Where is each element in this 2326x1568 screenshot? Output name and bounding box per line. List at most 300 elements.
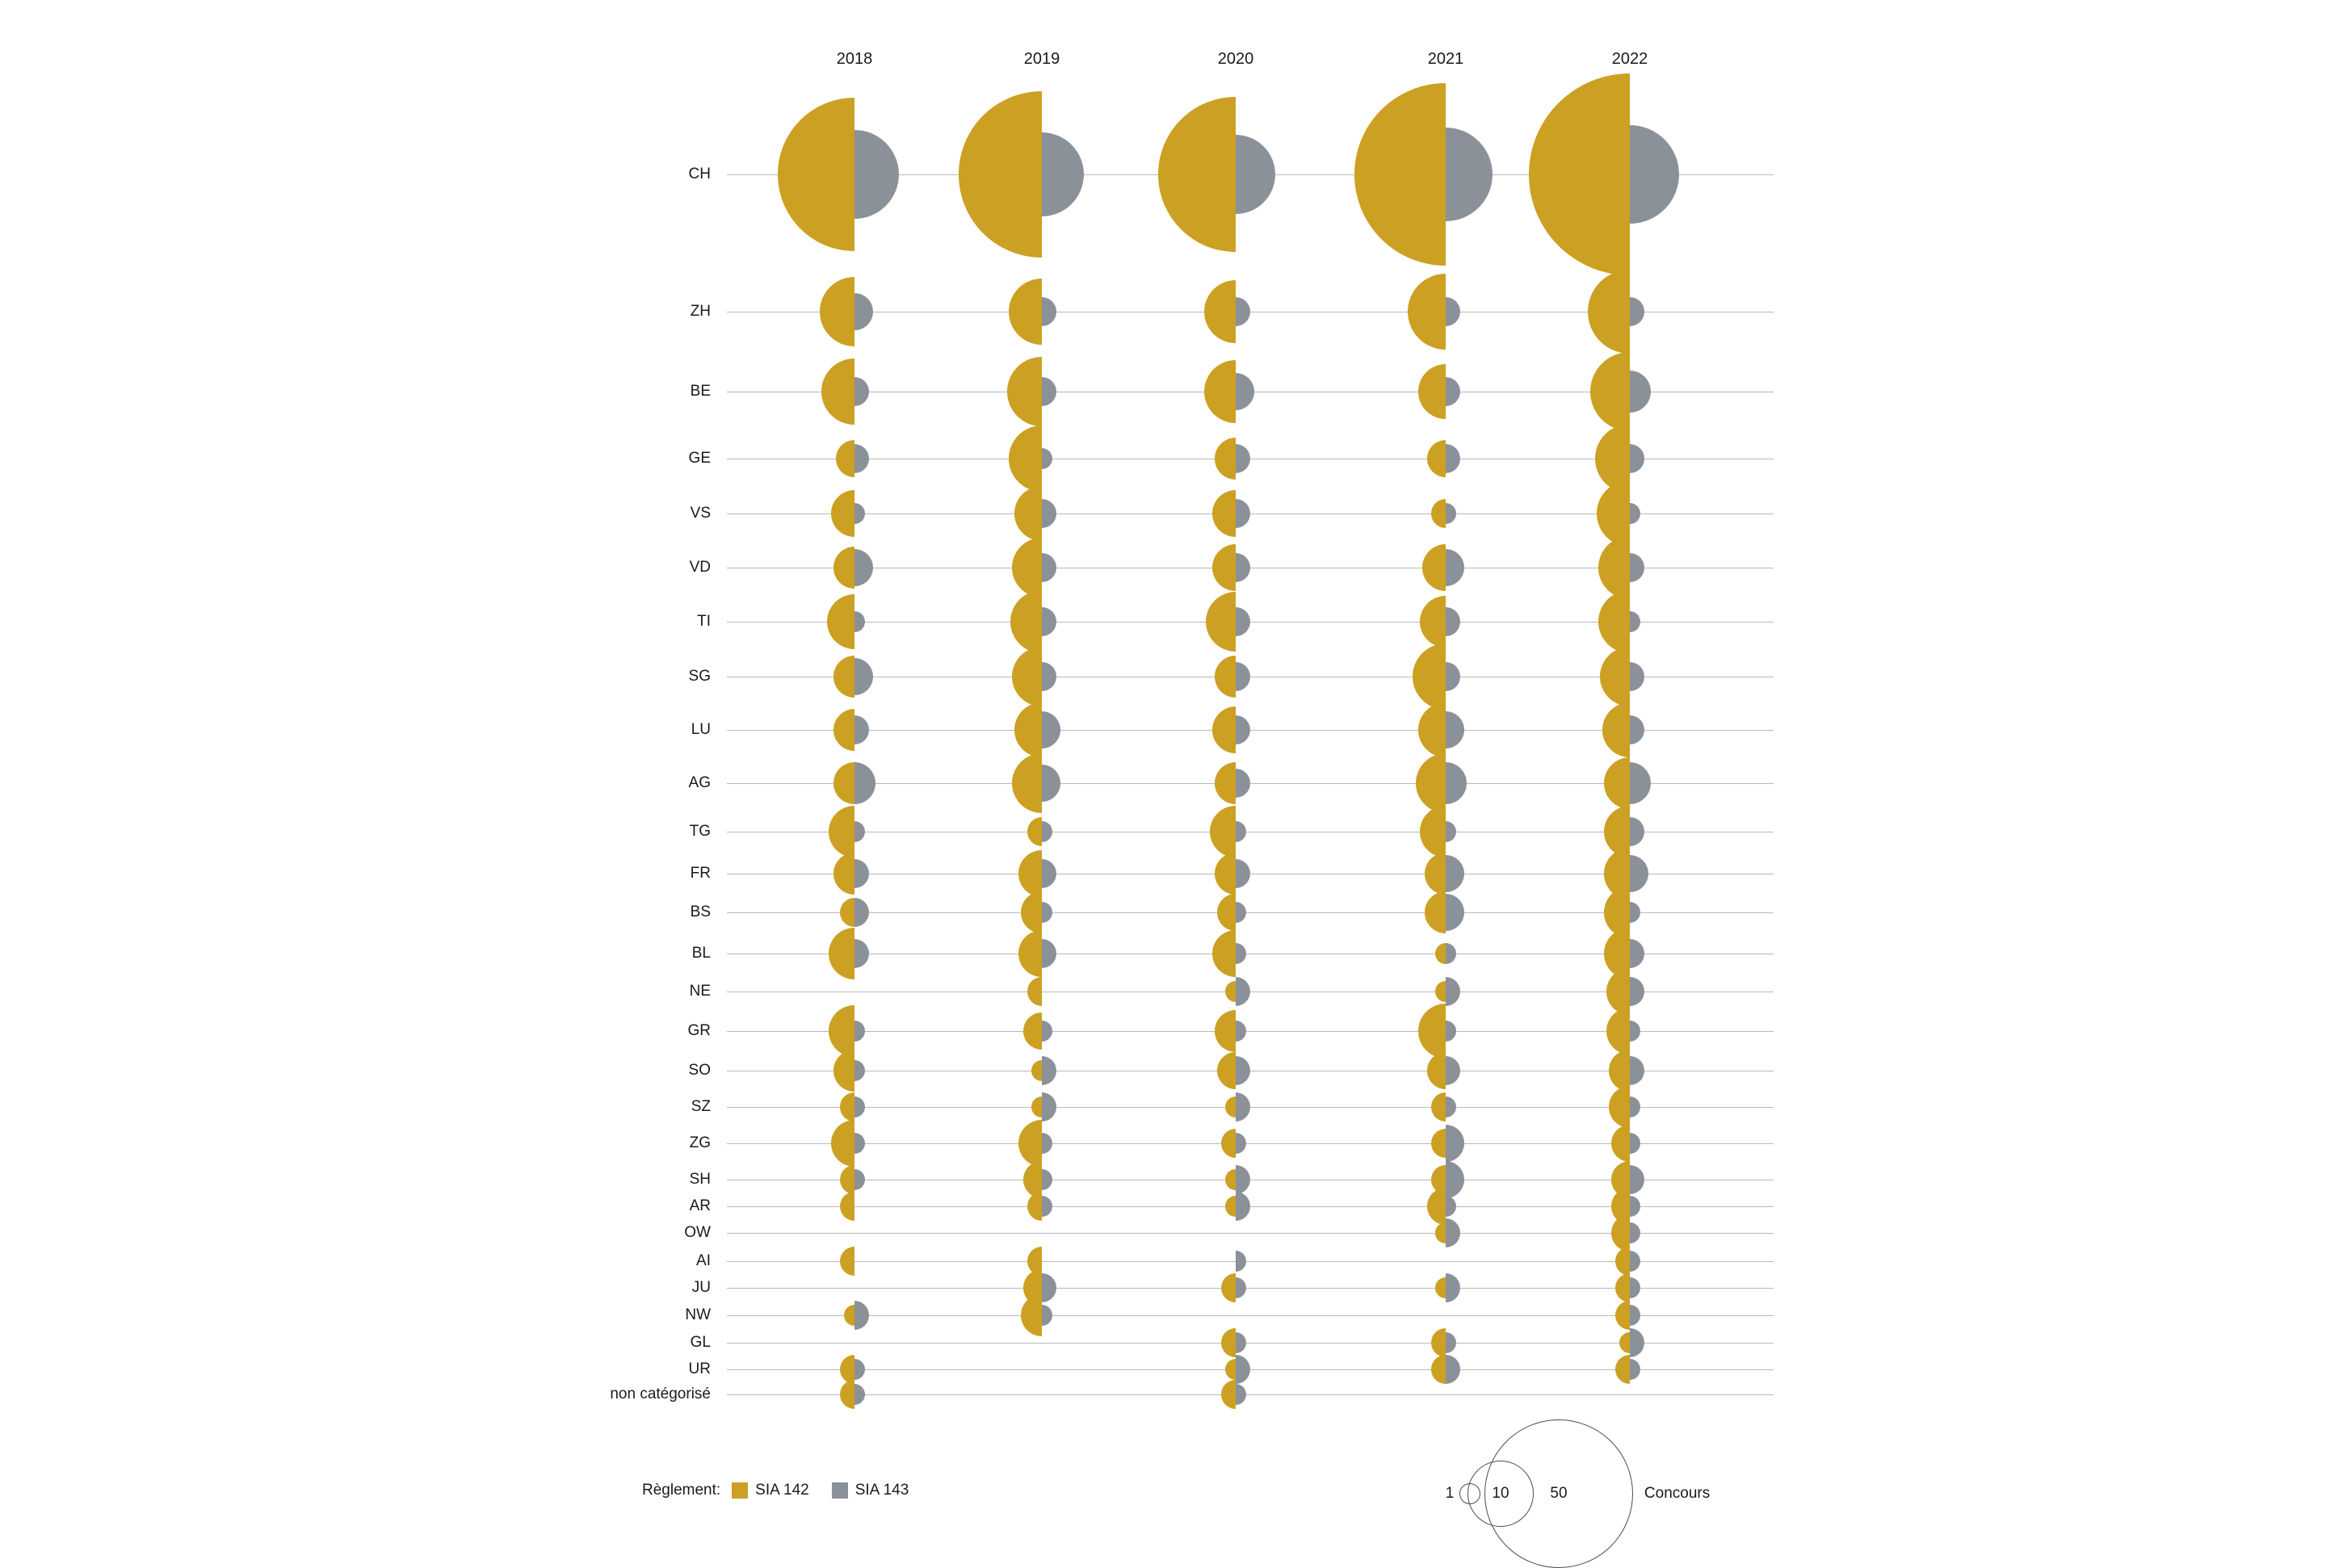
bubble-half-sia142 xyxy=(1204,280,1236,343)
bubble-half-shape xyxy=(1431,499,1446,529)
year-header-2018: 2018 xyxy=(836,50,873,68)
bubble-half-sia143 xyxy=(854,821,865,842)
year-header-2021: 2021 xyxy=(1427,50,1464,68)
bubble-half-shape xyxy=(1236,297,1250,327)
bubble-half-sia142 xyxy=(1413,644,1446,710)
bubble-half-shape xyxy=(1630,503,1640,524)
bubble-half-shape xyxy=(1630,611,1640,632)
bubble-half-shape xyxy=(829,806,854,857)
bubble-half-shape xyxy=(1225,1359,1236,1380)
bubble-half-sia142 xyxy=(1215,762,1236,804)
bubble-half-sia142 xyxy=(1602,702,1630,758)
bubble-half-shape xyxy=(854,1301,869,1331)
bubble-half-shape xyxy=(1042,821,1052,842)
bubble-half-shape xyxy=(836,440,854,476)
bubble-half-sia143 xyxy=(1042,297,1056,327)
bubble-half-shape xyxy=(1446,711,1464,748)
bubble-half-sia142 xyxy=(1221,1273,1236,1303)
bubble-half-sia142 xyxy=(1529,73,1630,275)
legend-item-sia-142[interactable] xyxy=(732,1482,809,1499)
legend-label: SIA 143 xyxy=(854,1482,909,1499)
row-label-sh: SH xyxy=(689,1171,711,1188)
bubble-half-shape xyxy=(1446,1332,1456,1353)
bubble-half-shape xyxy=(833,709,854,751)
bubble-half-sia142 xyxy=(1204,360,1236,423)
bubble-half-shape xyxy=(1630,1359,1640,1380)
bubble-half-shape xyxy=(827,594,854,650)
bubble-half-shape xyxy=(1420,806,1446,857)
bubble-half-sia143 xyxy=(1042,821,1052,842)
bubble-half-shape xyxy=(1236,1277,1246,1298)
bubble-half-sia143 xyxy=(1042,662,1056,692)
bubble-half-sia142 xyxy=(1431,1328,1446,1358)
bubble-half-shape xyxy=(1217,894,1236,930)
bubble-half-shape xyxy=(1221,1273,1236,1303)
bubble-half-sia142 xyxy=(1588,270,1630,354)
bubble-half-sia143 xyxy=(1630,817,1644,847)
bubble-half-shape xyxy=(1042,1021,1052,1042)
size-legend-label-1: 1 xyxy=(1445,1485,1455,1502)
bubble-half-shape xyxy=(1630,1196,1640,1217)
bubble-half-sia143 xyxy=(1630,1096,1640,1117)
bubble-half-shape xyxy=(1225,1169,1236,1190)
bubble-half-shape xyxy=(1009,426,1042,492)
bubble-half-sia143 xyxy=(1630,1021,1640,1042)
bubble-half-sia143 xyxy=(1236,607,1250,637)
bubble-half-shape xyxy=(1588,270,1630,354)
bubble-half-sia143 xyxy=(1446,1355,1460,1385)
bubble-half-shape xyxy=(1042,662,1056,692)
bubble-half-sia143 xyxy=(1630,444,1644,474)
bubble-half-sia143 xyxy=(854,1096,865,1117)
bubble-half-shape xyxy=(1042,297,1056,327)
bubble-half-shape xyxy=(1630,817,1644,847)
bubble-half-sia142 xyxy=(1225,1196,1236,1217)
bubble-half-sia143 xyxy=(1236,553,1250,583)
bubble-half-shape xyxy=(1602,702,1630,758)
bubble-half-sia143 xyxy=(1630,1133,1640,1154)
bubble-half-sia142 xyxy=(831,490,854,537)
bubble-half-sia143 xyxy=(1630,715,1644,745)
bubble-half-shape xyxy=(854,549,873,585)
bubble-half-sia143 xyxy=(1630,1165,1644,1195)
bubble-half-sia142 xyxy=(1206,592,1236,652)
bubble-half-sia143 xyxy=(1630,1056,1644,1086)
bubble-half-shape xyxy=(1042,939,1056,969)
bubble-half-shape xyxy=(1630,297,1644,327)
row-baseline xyxy=(727,1394,1774,1395)
bubble-half-sia143 xyxy=(1236,859,1250,889)
bubble-half-shape xyxy=(1630,1021,1640,1042)
legend-item-sia-143[interactable] xyxy=(832,1482,909,1499)
bubble-half-sia142 xyxy=(833,762,854,804)
bubble-half-shape xyxy=(1446,444,1460,474)
row-baseline xyxy=(727,1343,1774,1344)
bubble-half-sia143 xyxy=(1446,662,1460,692)
row-label-ge: GE xyxy=(688,450,711,467)
bubble-half-sia142 xyxy=(1031,1060,1042,1081)
bubble-half-sia143 xyxy=(1236,444,1250,474)
bubble-half-sia142 xyxy=(1615,1301,1630,1331)
row-label-ne: NE xyxy=(689,983,711,1000)
bubble-half-shape xyxy=(1611,1125,1630,1161)
bubble-half-shape xyxy=(1225,1096,1236,1117)
bubble-half-shape xyxy=(1615,1301,1630,1331)
bubble-half-sia143 xyxy=(1042,132,1084,216)
bubble-half-sia143 xyxy=(1042,1133,1052,1154)
bubble-half-shape xyxy=(1236,135,1275,213)
bubble-half-shape xyxy=(1236,821,1246,842)
bubble-half-sia143 xyxy=(1446,1125,1464,1161)
bubble-half-sia142 xyxy=(1420,806,1446,857)
bubble-half-shape xyxy=(1446,1355,1460,1385)
bubble-half-shape xyxy=(1446,855,1464,891)
bubble-half-sia143 xyxy=(1236,902,1246,923)
bubble-half-shape xyxy=(1236,1092,1250,1122)
bubble-half-sia143 xyxy=(1042,1273,1056,1303)
bubble-half-sia142 xyxy=(1027,1192,1042,1222)
row-label-ow: OW xyxy=(684,1224,711,1241)
bubble-half-sia142 xyxy=(1609,1086,1630,1128)
bubble-half-sia143 xyxy=(1630,902,1640,923)
bubble-half-sia142 xyxy=(1600,647,1630,706)
chart-legend xyxy=(642,1482,931,1499)
row-label-zh: ZH xyxy=(690,303,711,320)
bubble-half-shape xyxy=(1042,132,1084,216)
bubble-half-shape xyxy=(1215,438,1236,480)
bubble-half-sia142 xyxy=(1012,753,1042,813)
bubble-half-sia143 xyxy=(1236,1021,1246,1042)
bubble-half-shape xyxy=(1236,977,1250,1007)
bubble-half-sia142 xyxy=(1018,1120,1042,1167)
bubble-half-sia142 xyxy=(1427,1188,1446,1224)
bubble-half-shape xyxy=(1236,373,1254,409)
bubble-half-shape xyxy=(1212,544,1236,591)
bubble-half-shape xyxy=(1158,97,1236,253)
bubble-half-shape xyxy=(1446,128,1493,221)
bubble-half-sia142 xyxy=(1217,1052,1236,1088)
bubble-half-sia143 xyxy=(854,859,869,889)
bubble-half-sia143 xyxy=(854,715,869,745)
bubble-half-sia143 xyxy=(1630,553,1644,583)
bubble-half-shape xyxy=(1021,891,1042,933)
bubble-half-sia142 xyxy=(1431,1092,1446,1122)
bubble-half-shape xyxy=(1225,981,1236,1002)
year-header-2020: 2020 xyxy=(1217,50,1254,68)
bubble-half-shape xyxy=(1236,943,1246,964)
bubble-half-sia142 xyxy=(1418,1004,1446,1059)
legend-label: SIA 142 xyxy=(755,1482,809,1499)
bubble-half-sia143 xyxy=(1236,1332,1246,1353)
bubble-half-shape xyxy=(1425,853,1446,895)
bubble-half-shape xyxy=(1446,1161,1464,1197)
bubble-half-shape xyxy=(1615,1355,1630,1385)
bubble-half-shape xyxy=(1204,360,1236,423)
bubble-half-shape xyxy=(1446,762,1467,804)
bubble-half-shape xyxy=(1042,553,1056,583)
bubble-half-sia142 xyxy=(833,853,854,895)
bubble-half-sia143 xyxy=(1042,1056,1056,1086)
bubble-half-sia142 xyxy=(1611,1125,1630,1161)
bubble-half-shape xyxy=(1236,1355,1250,1385)
bubble-half-sia142 xyxy=(827,594,854,650)
bubble-half-shape xyxy=(1630,1165,1644,1195)
bubble-half-shape xyxy=(854,762,875,804)
bubble-half-shape xyxy=(1236,499,1250,529)
bubble-half-sia143 xyxy=(1446,128,1493,221)
bubble-half-sia143 xyxy=(1236,297,1250,327)
bubble-half-sia143 xyxy=(1630,1359,1640,1380)
bubble-half-sia142 xyxy=(1598,590,1630,653)
bubble-half-sia143 xyxy=(854,1359,865,1380)
bubble-half-sia142 xyxy=(829,806,854,857)
bubble-half-sia142 xyxy=(1431,1129,1446,1159)
bubble-half-shape xyxy=(1446,894,1464,930)
bubble-half-sia142 xyxy=(1606,1008,1630,1054)
bubble-half-sia143 xyxy=(1042,711,1060,748)
row-label-lu: LU xyxy=(691,721,711,738)
bubble-half-sia143 xyxy=(1630,1222,1640,1243)
bubble-half-shape xyxy=(833,547,854,589)
row-label-ur: UR xyxy=(688,1360,711,1377)
bubble-half-shape xyxy=(1042,902,1052,923)
bubble-half-sia143 xyxy=(1042,939,1056,969)
bubble-half-sia142 xyxy=(1427,440,1446,476)
row-label-non-catégorisé: non catégorisé xyxy=(610,1386,711,1402)
bubble-half-shape xyxy=(1431,1328,1446,1358)
bubble-half-shape xyxy=(1215,853,1236,895)
bubble-half-sia143 xyxy=(1042,859,1056,889)
bubble-half-shape xyxy=(1236,1165,1250,1195)
bubble-half-shape xyxy=(1435,943,1446,964)
bubble-half-shape xyxy=(1042,1092,1056,1122)
bubble-half-shape xyxy=(854,611,865,632)
bubble-half-shape xyxy=(1529,73,1630,275)
bubble-half-sia142 xyxy=(840,1192,854,1222)
legend-swatch-sia-142 xyxy=(732,1482,748,1499)
bubble-half-sia143 xyxy=(1630,125,1679,224)
bubble-half-shape xyxy=(1446,549,1464,585)
bubble-half-sia143 xyxy=(854,293,873,329)
bubble-half-shape xyxy=(1630,444,1644,474)
bubble-half-sia143 xyxy=(1446,503,1456,524)
bubble-half-shape xyxy=(1042,1133,1052,1154)
bubble-half-sia142 xyxy=(1012,538,1042,597)
bubble-half-shape xyxy=(1042,1196,1052,1217)
row-label-ti: TI xyxy=(697,613,711,630)
bubble-half-sia143 xyxy=(1042,499,1056,529)
bubble-half-shape xyxy=(1042,607,1056,637)
bubble-half-shape xyxy=(1012,753,1042,813)
bubble-half-sia142 xyxy=(1023,1012,1042,1049)
bubble-half-shape xyxy=(854,130,899,219)
bubble-half-sia143 xyxy=(854,1169,865,1190)
bubble-half-sia143 xyxy=(1446,607,1460,637)
bubble-half-sia142 xyxy=(1615,1247,1630,1277)
bubble-half-shape xyxy=(1217,1052,1236,1088)
bubble-half-shape xyxy=(854,1384,865,1405)
bubble-half-sia143 xyxy=(1446,711,1464,748)
bubble-half-shape xyxy=(778,98,854,250)
bubble-half-shape xyxy=(854,1060,865,1081)
row-label-bs: BS xyxy=(690,903,711,920)
bubble-half-sia142 xyxy=(1215,1010,1236,1052)
bubble-half-sia142 xyxy=(1010,590,1042,653)
bubble-half-sia142 xyxy=(1158,97,1236,253)
bubble-half-shape xyxy=(1418,702,1446,758)
bubble-half-sia143 xyxy=(854,1384,865,1405)
size-legend-label-50: 50 xyxy=(1550,1485,1568,1502)
bubble-half-sia143 xyxy=(1630,977,1644,1007)
bubble-half-sia143 xyxy=(1236,1165,1250,1195)
row-label-vd: VD xyxy=(689,559,711,576)
bubble-half-shape xyxy=(1221,1129,1236,1159)
bubble-half-sia143 xyxy=(1236,135,1275,213)
row-label-gr: GR xyxy=(687,1022,711,1039)
bubble-half-shape xyxy=(1204,280,1236,343)
bubble-half-sia143 xyxy=(1236,373,1254,409)
bubble-half-shape xyxy=(854,658,873,694)
bubble-half-sia143 xyxy=(1446,821,1456,842)
year-header-2022: 2022 xyxy=(1611,50,1648,68)
bubble-half-sia142 xyxy=(1354,83,1446,266)
bubble-half-sia142 xyxy=(1615,1273,1630,1303)
bubble-half-sia143 xyxy=(1630,297,1644,327)
bubble-half-shape xyxy=(1021,1294,1042,1336)
bubble-half-shape xyxy=(840,1192,854,1222)
bubble-half-sia142 xyxy=(1408,274,1446,350)
bubble-half-sia143 xyxy=(854,503,865,524)
bubble-half-sia143 xyxy=(854,1060,865,1081)
bubble-half-shape xyxy=(1446,1196,1456,1217)
bubble-half-sia143 xyxy=(1042,1021,1052,1042)
bubble-half-shape xyxy=(833,762,854,804)
bubble-half-shape xyxy=(1212,490,1236,537)
row-label-ai: AI xyxy=(696,1252,711,1269)
bubble-half-shape xyxy=(1630,939,1644,969)
bubble-half-shape xyxy=(1023,1012,1042,1049)
bubble-half-sia142 xyxy=(1418,702,1446,758)
bubble-half-sia142 xyxy=(1217,894,1236,930)
bubble-half-shape xyxy=(1042,499,1056,529)
bubble-half-shape xyxy=(1446,821,1456,842)
bubble-half-shape xyxy=(854,715,869,745)
bubble-half-shape xyxy=(833,1050,854,1092)
bubble-half-shape xyxy=(1018,930,1042,977)
bubble-half-shape xyxy=(1014,486,1042,542)
row-label-ag: AG xyxy=(688,774,711,791)
bubble-half-sia143 xyxy=(1446,1161,1464,1197)
bubble-half-sia142 xyxy=(1215,438,1236,480)
bubble-half-shape xyxy=(1590,352,1630,430)
bubble-half-sia143 xyxy=(1042,1169,1052,1190)
bubble-half-sia143 xyxy=(854,130,899,219)
bubble-half-shape xyxy=(854,859,869,889)
bubble-half-sia142 xyxy=(1021,891,1042,933)
bubble-half-sia142 xyxy=(833,1050,854,1092)
bubble-half-sia142 xyxy=(1619,1332,1630,1353)
bubble-half-sia143 xyxy=(1236,821,1246,842)
bubble-half-shape xyxy=(1354,83,1446,266)
bubble-half-sia142 xyxy=(831,1120,854,1167)
bubble-half-sia143 xyxy=(1630,1328,1644,1358)
bubble-half-shape xyxy=(1236,1021,1246,1042)
bubble-half-shape xyxy=(1027,977,1042,1007)
bubble-half-shape xyxy=(854,503,865,524)
bubble-half-sia143 xyxy=(1446,1332,1456,1353)
bubble-half-shape xyxy=(840,1092,854,1122)
bubble-half-sia143 xyxy=(1630,762,1651,804)
bubble-half-sia143 xyxy=(1042,765,1060,801)
bubble-half-sia142 xyxy=(1221,1380,1236,1410)
bubble-half-sia143 xyxy=(1446,377,1460,407)
bubble-half-sia142 xyxy=(1225,1359,1236,1380)
bubble-half-sia142 xyxy=(1225,1169,1236,1190)
bubble-half-shape xyxy=(1009,279,1042,345)
bubble-half-sia142 xyxy=(1431,1355,1446,1385)
bubble-half-shape xyxy=(1630,855,1648,891)
bubble-half-sia143 xyxy=(1236,715,1250,745)
bubble-half-sia142 xyxy=(833,547,854,589)
bubble-half-shape xyxy=(1630,1133,1640,1154)
bubble-half-shape xyxy=(1018,1120,1042,1167)
bubble-half-sia142 xyxy=(821,358,854,425)
row-label-ar: AR xyxy=(689,1197,711,1214)
bubble-half-shape xyxy=(1027,1192,1042,1222)
bubble-half-shape xyxy=(1435,1222,1446,1243)
bubble-half-shape xyxy=(1446,1125,1464,1161)
bubble-half-sia143 xyxy=(1630,371,1651,413)
bubble-half-shape xyxy=(1215,656,1236,698)
bubble-half-sia143 xyxy=(1042,1092,1056,1122)
bubble-half-sia142 xyxy=(1012,647,1042,706)
bubble-half-shape xyxy=(1446,503,1456,524)
bubble-half-sia142 xyxy=(1212,706,1236,753)
bubble-half-shape xyxy=(1042,377,1056,407)
bubble-half-sia142 xyxy=(840,1380,854,1410)
bubble-half-sia142 xyxy=(1021,1294,1042,1336)
row-label-bl: BL xyxy=(691,945,711,962)
bubble-half-shape xyxy=(1446,1096,1456,1117)
bubble-half-sia143 xyxy=(1446,943,1456,964)
bubble-half-shape xyxy=(1236,859,1250,889)
bubble-half-shape xyxy=(833,853,854,895)
bubble-half-shape xyxy=(1236,444,1250,474)
bubble-half-shape xyxy=(1446,662,1460,692)
bubble-half-shape xyxy=(1042,1056,1056,1086)
bubble-half-shape xyxy=(1018,850,1042,897)
bubble-half-sia142 xyxy=(1418,364,1446,420)
bubble-half-sia142 xyxy=(1009,279,1042,345)
bubble-half-shape xyxy=(1431,1092,1446,1122)
bubble-half-shape xyxy=(1446,1273,1460,1303)
bubble-half-shape xyxy=(1420,596,1446,648)
bubble-half-sia143 xyxy=(1446,1196,1456,1217)
bubble-half-shape xyxy=(844,1305,854,1326)
bubble-half-shape xyxy=(854,1133,865,1154)
bubble-half-shape xyxy=(1010,590,1042,653)
bubble-half-shape xyxy=(1422,544,1446,591)
bubble-half-shape xyxy=(1630,553,1644,583)
bubble-half-sia143 xyxy=(1446,977,1460,1007)
bubble-half-sia142 xyxy=(1212,544,1236,591)
bubble-half-shape xyxy=(1225,1196,1236,1217)
bubble-half-shape xyxy=(1425,891,1446,933)
bubble-half-shape xyxy=(1042,765,1060,801)
row-label-zg: ZG xyxy=(689,1134,711,1151)
bubble-half-shape xyxy=(1630,1251,1640,1272)
bubble-half-sia142 xyxy=(1212,490,1236,537)
